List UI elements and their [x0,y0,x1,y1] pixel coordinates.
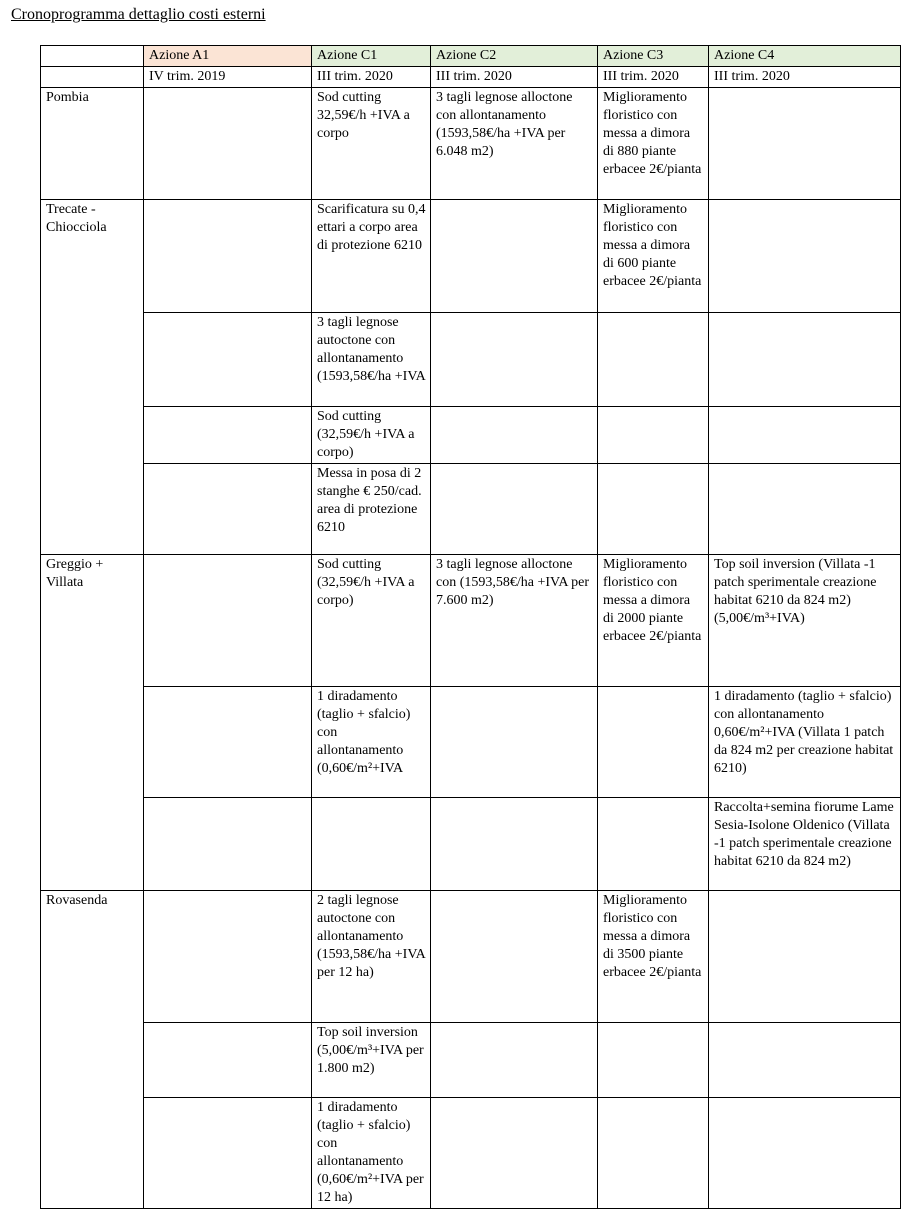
cell-greggio-r1-a1 [144,555,312,687]
cell-rovasenda-r1-c4 [709,891,901,1023]
cell-trecate-r4-c4 [709,464,901,555]
header-row-periods [41,67,901,88]
table-row [41,464,901,555]
location-cell-pombia: Pombia [41,88,144,200]
cell-trecate-r2-c1: 3 tagli legnose autoctone con allontanamento (1593,58€/ha +IVA [312,313,431,407]
cell-trecate-r1-c2 [431,200,598,313]
table-row [41,798,901,891]
table-row [41,891,901,1023]
cell-rovasenda-r2-a1 [144,1023,312,1098]
cell-greggio-r2-c1: 1 diradamento (taglio + sfalcio) con allontanamento (0,60€/m²+IVA [312,687,431,798]
header-period-c3: III trim. 2020 [598,67,709,88]
cell-trecate-r1-c1: Scarificatura su 0,4 ettari a corpo area di protezione 6210 [312,200,431,313]
cell-trecate-r4-c3 [598,464,709,555]
table-row [41,200,901,313]
header-azione-c3: Azione C3 [598,46,709,67]
cell-rovasenda-r1-a1 [144,891,312,1023]
cell-trecate-r4-c2 [431,464,598,555]
cell-pombia-a1 [144,88,312,200]
cell-rovasenda-r2-c1: Top soil inversion (5,00€/m³+IVA per 1.800 m2) [312,1023,431,1098]
cell-trecate-r2-a1 [144,313,312,407]
cell-trecate-r2-c3 [598,313,709,407]
cell-rovasenda-r2-c2 [431,1023,598,1098]
cell-rovasenda-r3-c4 [709,1098,901,1209]
cell-trecate-r3-a1 [144,407,312,464]
table-row [41,555,901,687]
cell-greggio-r2-c4: 1 diradamento (taglio + sfalcio) con allontanamento 0,60€/m²+IVA (Villata 1 patch da 824 m2 per creazione habitat 6210) [709,687,901,798]
header-azione-c2: Azione C2 [431,46,598,67]
cell-rovasenda-r3-c3 [598,1098,709,1209]
header-period-a1: IV trim. 2019 [144,67,312,88]
cell-trecate-r3-c1: Sod cutting (32,59€/h +IVA a corpo) [312,407,431,464]
cell-trecate-r4-a1 [144,464,312,555]
table-row [41,687,901,798]
cell-pombia-c4 [709,88,901,200]
header-azione-c1: Azione C1 [312,46,431,67]
table-row [41,88,901,200]
cell-rovasenda-r1-c3: Miglioramento floristico con messa a dimora di 3500 piante erbacee 2€/pianta [598,891,709,1023]
cell-trecate-r1-c4 [709,200,901,313]
cell-rovasenda-r1-c1: 2 tagli legnose autoctone con allontanamento (1593,58€/ha +IVA per 12 ha) [312,891,431,1023]
cell-rovasenda-r3-c1: 1 diradamento (taglio + sfalcio) con allontanamento (0,60€/m²+IVA per 12 ha) [312,1098,431,1209]
table-row [41,313,901,407]
header-corner-blank [41,67,144,88]
location-cell-trecate-chiocciola: Trecate - Chiocciola [41,200,144,555]
cell-greggio-r3-c2 [431,798,598,891]
header-azione-c4: Azione C4 [709,46,901,67]
cell-greggio-r2-a1 [144,687,312,798]
cell-greggio-r2-c2 [431,687,598,798]
cell-rovasenda-r2-c4 [709,1023,901,1098]
cell-pombia-c2: 3 tagli legnose alloctone con allontanamento (1593,58€/ha +IVA per 6.048 m2) [431,88,598,200]
header-period-c4: III trim. 2020 [709,67,901,88]
table-row [41,407,901,464]
cell-greggio-r1-c4: Top soil inversion (Villata -1 patch sperimentale creazione habitat 6210 da 824 m2) (5,00€/m³+IVA) [709,555,901,687]
cell-trecate-r2-c4 [709,313,901,407]
cell-trecate-r4-c1: Messa in posa di 2 stanghe € 250/cad. area di protezione 6210 [312,464,431,555]
header-period-c2: III trim. 2020 [431,67,598,88]
cell-greggio-r3-a1 [144,798,312,891]
header-row-azioni [41,46,901,67]
cell-pombia-c3: Miglioramento floristico con messa a dimora di 880 piante erbacee 2€/pianta [598,88,709,200]
header-corner-blank [41,46,144,67]
cell-pombia-c1: Sod cutting 32,59€/h +IVA a corpo [312,88,431,200]
cell-trecate-r2-c2 [431,313,598,407]
location-cell-greggio-villata: Greggio + Villata [41,555,144,891]
cell-rovasenda-r3-a1 [144,1098,312,1209]
cell-rovasenda-r2-c3 [598,1023,709,1098]
location-cell-rovasenda: Rovasenda [41,891,144,1209]
cell-greggio-r1-c1: Sod cutting (32,59€/h +IVA a corpo) [312,555,431,687]
cell-greggio-r3-c3 [598,798,709,891]
header-period-c1: III trim. 2020 [312,67,431,88]
cell-trecate-r3-c3 [598,407,709,464]
cell-rovasenda-r1-c2 [431,891,598,1023]
cell-trecate-r1-c3: Miglioramento floristico con messa a dimora di 600 piante erbacee 2€/pianta [598,200,709,313]
table-row [41,1023,901,1098]
cell-greggio-r3-c4: Raccolta+semina fiorume Lame Sesia-Isolone Oldenico (Villata -1 patch sperimentale creazione habitat 6210 da 824 m2) [709,798,901,891]
page-title: Cronoprogramma dettaglio costi esterni [11,6,266,23]
cell-greggio-r3-c1 [312,798,431,891]
cell-trecate-r1-a1 [144,200,312,313]
cell-greggio-r2-c3 [598,687,709,798]
cell-greggio-r1-c3: Miglioramento floristico con messa a dimora di 2000 piante erbacee 2€/pianta [598,555,709,687]
cost-schedule-table [40,45,901,1209]
header-azione-a1: Azione A1 [144,46,312,67]
cell-greggio-r1-c2: 3 tagli legnose alloctone con (1593,58€/ha +IVA per 7.600 m2) [431,555,598,687]
cell-trecate-r3-c4 [709,407,901,464]
cell-rovasenda-r3-c2 [431,1098,598,1209]
table-row [41,1098,901,1209]
cell-trecate-r3-c2 [431,407,598,464]
